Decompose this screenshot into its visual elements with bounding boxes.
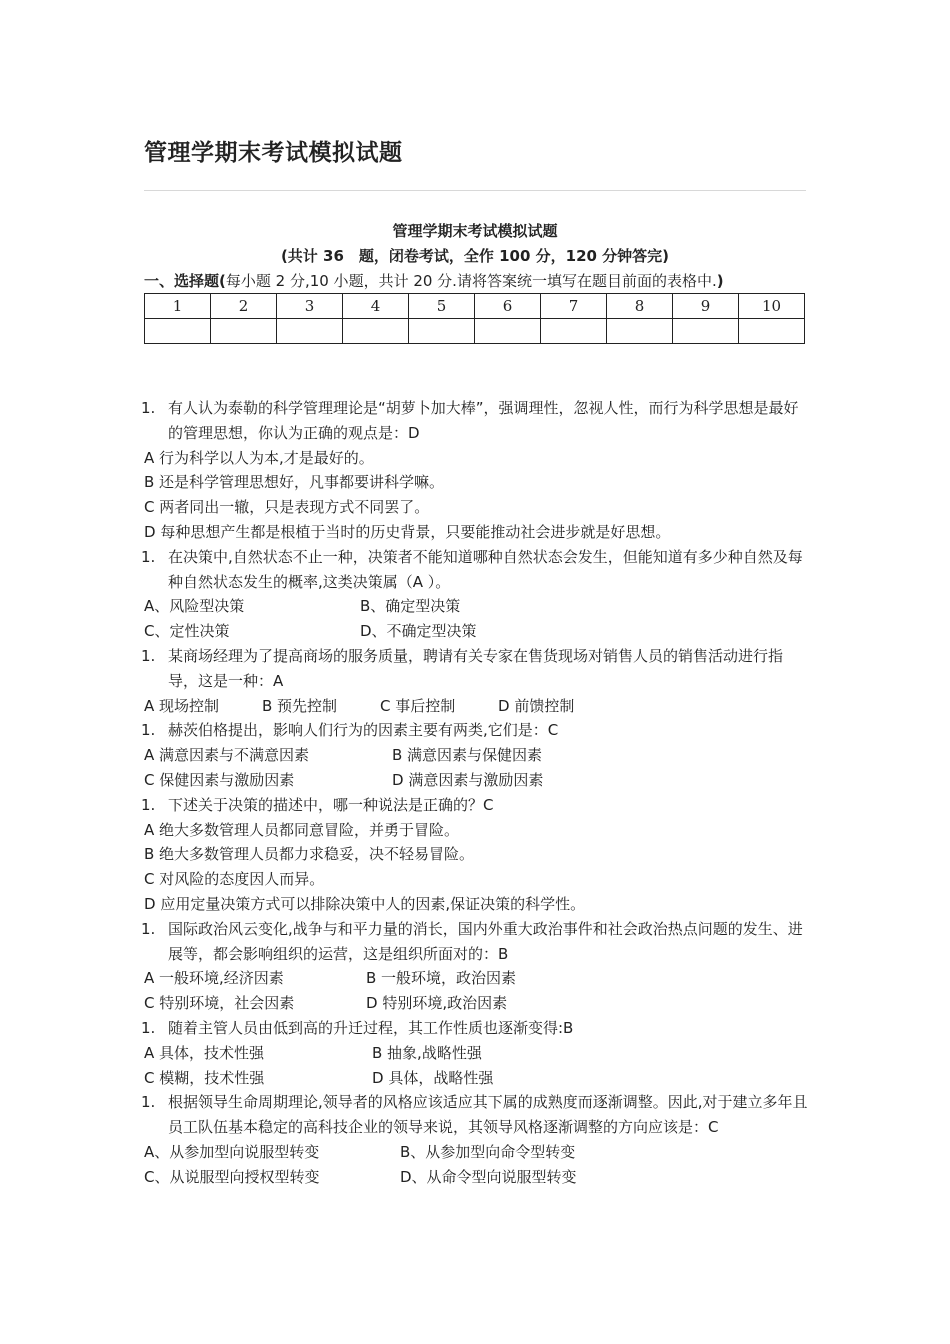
question-number: 1. — [141, 646, 156, 665]
answer-table-header-row — [145, 294, 805, 319]
section-heading-text: 每小题 2 分,10 小题，共计 20 分.请将答案统一填写在题目前面的表格中. — [225, 272, 717, 290]
option-text: B 满意因素与保健因素 — [392, 746, 543, 765]
option-row — [144, 1041, 808, 1066]
answer-number-cell: 1 — [145, 294, 211, 319]
question-stem — [141, 1016, 808, 1041]
option-row — [144, 1165, 808, 1190]
option-text: D 应用定量决策方式可以排除决策中人的因素,保证决策的科学性。 — [144, 894, 586, 913]
option-text: B 一般环境，政治因素 — [366, 969, 517, 988]
question-item — [141, 718, 808, 792]
section-heading-close: ) — [716, 272, 724, 290]
option-row — [144, 694, 808, 719]
option-row — [144, 966, 808, 991]
option-text: C 保健因素与激励因素 — [144, 770, 295, 789]
question-list — [141, 396, 808, 1190]
option-text: B 还是科学管理思想好，凡事都要讲科学嘛。 — [144, 473, 445, 492]
answer-table-blank-row — [145, 319, 805, 344]
answer-blank-cell[interactable] — [145, 319, 211, 344]
option-text: A、从参加型向说服型转变 — [144, 1142, 320, 1161]
question-text: 随着主管人员由低到高的升迁过程，其工作性质也逐渐变得:B — [168, 1018, 574, 1037]
answer-table — [144, 293, 805, 344]
section-heading — [144, 270, 724, 291]
option-text: C 两者同出一辙，只是表现方式不同罢了。 — [144, 498, 430, 517]
question-text: 某商场经理为了提高商场的服务质量，聘请有关专家在售货现场对销售人员的销售活动进行指导，这是一种：A — [168, 646, 784, 690]
title-divider — [144, 190, 806, 191]
option-row — [144, 520, 808, 545]
question-text: 根据领导生命周期理论,领导者的风格应该适应其下属的成熟度而逐渐调整。因此,对于建立多年且员工队伍基本稳定的高科技企业的领导来说，其领导风格逐渐调整的方向应该是：C — [168, 1093, 808, 1137]
answer-number-cell: 7 — [541, 294, 607, 319]
answer-blank-cell[interactable] — [343, 319, 409, 344]
option-text: C、从说服型向授权型转变 — [144, 1167, 320, 1186]
option-row — [144, 470, 808, 495]
option-text: B 绝大多数管理人员都力求稳妥，决不轻易冒险。 — [144, 845, 475, 864]
option-text: A 满意因素与不满意因素 — [144, 746, 310, 765]
option-text: D 满意因素与激励因素 — [392, 770, 544, 789]
answer-number-cell: 8 — [607, 294, 673, 319]
option-text: C 特别环境，社会因素 — [144, 994, 295, 1013]
exam-subtitle: (共计 36 题，闭卷考试，全作 100 分，120 分钟答完) — [280, 247, 670, 265]
answer-blank-cell[interactable] — [475, 319, 541, 344]
question-item — [141, 1016, 808, 1090]
option-row — [144, 991, 808, 1016]
option-row — [144, 892, 808, 917]
question-item — [141, 917, 808, 1016]
option-text: A 现场控制 — [144, 696, 220, 715]
question-stem — [141, 396, 808, 446]
question-stem — [141, 644, 808, 694]
answer-number-cell: 2 — [211, 294, 277, 319]
question-stem — [141, 545, 808, 595]
option-text: A 具体，技术性强 — [144, 1043, 265, 1062]
question-text: 有人认为泰勒的科学管理理论是“胡萝卜加大棒”，强调理性，忽视人性，而行为科学思想是最好的管理思想，你认为正确的观点是：D — [168, 399, 799, 442]
answer-blank-cell[interactable] — [607, 319, 673, 344]
question-item — [141, 793, 808, 917]
answer-blank-cell[interactable] — [211, 319, 277, 344]
option-row — [144, 594, 808, 619]
option-row — [144, 446, 808, 471]
page-title: 管理学期末考试模拟试题 — [144, 140, 403, 166]
answer-number-cell: 10 — [739, 294, 805, 319]
option-row — [144, 842, 808, 867]
option-text: B、确定型决策 — [360, 597, 461, 616]
answer-blank-cell[interactable] — [277, 319, 343, 344]
option-row — [144, 619, 808, 644]
answer-blank-cell[interactable] — [541, 319, 607, 344]
exam-title: 管理学期末考试模拟试题 — [392, 222, 558, 240]
question-number: 1. — [141, 1018, 156, 1037]
answer-blank-cell[interactable] — [673, 319, 739, 344]
option-row — [144, 495, 808, 520]
option-text: B 预先控制 — [262, 696, 338, 715]
question-item — [141, 644, 808, 718]
option-text: A 行为科学以人为本,才是最好的。 — [144, 448, 374, 467]
option-text: C 模糊，技术性强 — [144, 1068, 265, 1087]
question-stem — [141, 917, 808, 967]
answer-number-cell: 3 — [277, 294, 343, 319]
question-text: 国际政治风云变化,战争与和平力量的消长，国内外重大政治事件和社会政治热点问题的发生、进展等，都会影响组织的运营，这是组织所面对的：B — [168, 919, 803, 963]
question-number: 1. — [141, 795, 156, 814]
option-text: A 一般环境,经济因素 — [144, 969, 284, 988]
option-row — [144, 818, 808, 843]
option-text: C 对风险的态度因人而异。 — [144, 870, 325, 889]
question-number: 1. — [141, 547, 156, 566]
option-text: D、从命令型向说服型转变 — [400, 1167, 577, 1186]
answer-number-cell: 5 — [409, 294, 475, 319]
option-row — [144, 743, 808, 768]
question-text: 下述关于决策的描述中，哪一种说法是正确的？C — [168, 795, 494, 814]
option-row — [144, 867, 808, 892]
option-text: D 前馈控制 — [498, 696, 575, 715]
question-text: 在决策中,自然状态不止一种，决策者不能知道哪种自然状态会发生，但能知道有多少种自然及每种自然状态发生的概率,这类决策属（A ）。 — [168, 547, 803, 591]
option-text: B、从参加型向命令型转变 — [400, 1142, 576, 1161]
option-text: D 具体，战略性强 — [372, 1068, 494, 1087]
option-text: D、不确定型决策 — [360, 622, 477, 641]
answer-blank-cell[interactable] — [739, 319, 805, 344]
option-text: B 抽象,战略性强 — [372, 1043, 482, 1062]
option-text: A 绝大多数管理人员都同意冒险，并勇于冒险。 — [144, 820, 460, 839]
option-text: D 特别环境,政治因素 — [366, 994, 508, 1013]
question-number: 1. — [141, 1093, 156, 1112]
option-row — [144, 1066, 808, 1091]
answer-number-cell: 4 — [343, 294, 409, 319]
option-text: C、定性决策 — [144, 622, 230, 641]
answer-number-cell: 6 — [475, 294, 541, 319]
question-item — [141, 396, 808, 545]
question-item — [141, 1090, 808, 1189]
answer-blank-cell[interactable] — [409, 319, 475, 344]
option-row — [144, 768, 808, 793]
option-row — [144, 1140, 808, 1165]
question-stem — [141, 718, 808, 743]
question-number: 1. — [141, 721, 156, 740]
question-stem — [141, 1090, 808, 1140]
question-text: 赫茨伯格提出，影响人们行为的因素主要有两类,它们是：C — [168, 721, 559, 740]
answer-number-cell: 9 — [673, 294, 739, 319]
question-number: 1. — [141, 399, 156, 417]
question-stem — [141, 793, 808, 818]
option-text: C 事后控制 — [380, 696, 456, 715]
option-text: D 每种思想产生都是根植于当时的历史背景，只要能推动社会进步就是好思想。 — [144, 522, 671, 541]
section-heading-label: 一、选择题( — [144, 272, 226, 290]
question-item — [141, 545, 808, 644]
option-text: A、风险型决策 — [144, 597, 245, 616]
question-number: 1. — [141, 919, 156, 938]
